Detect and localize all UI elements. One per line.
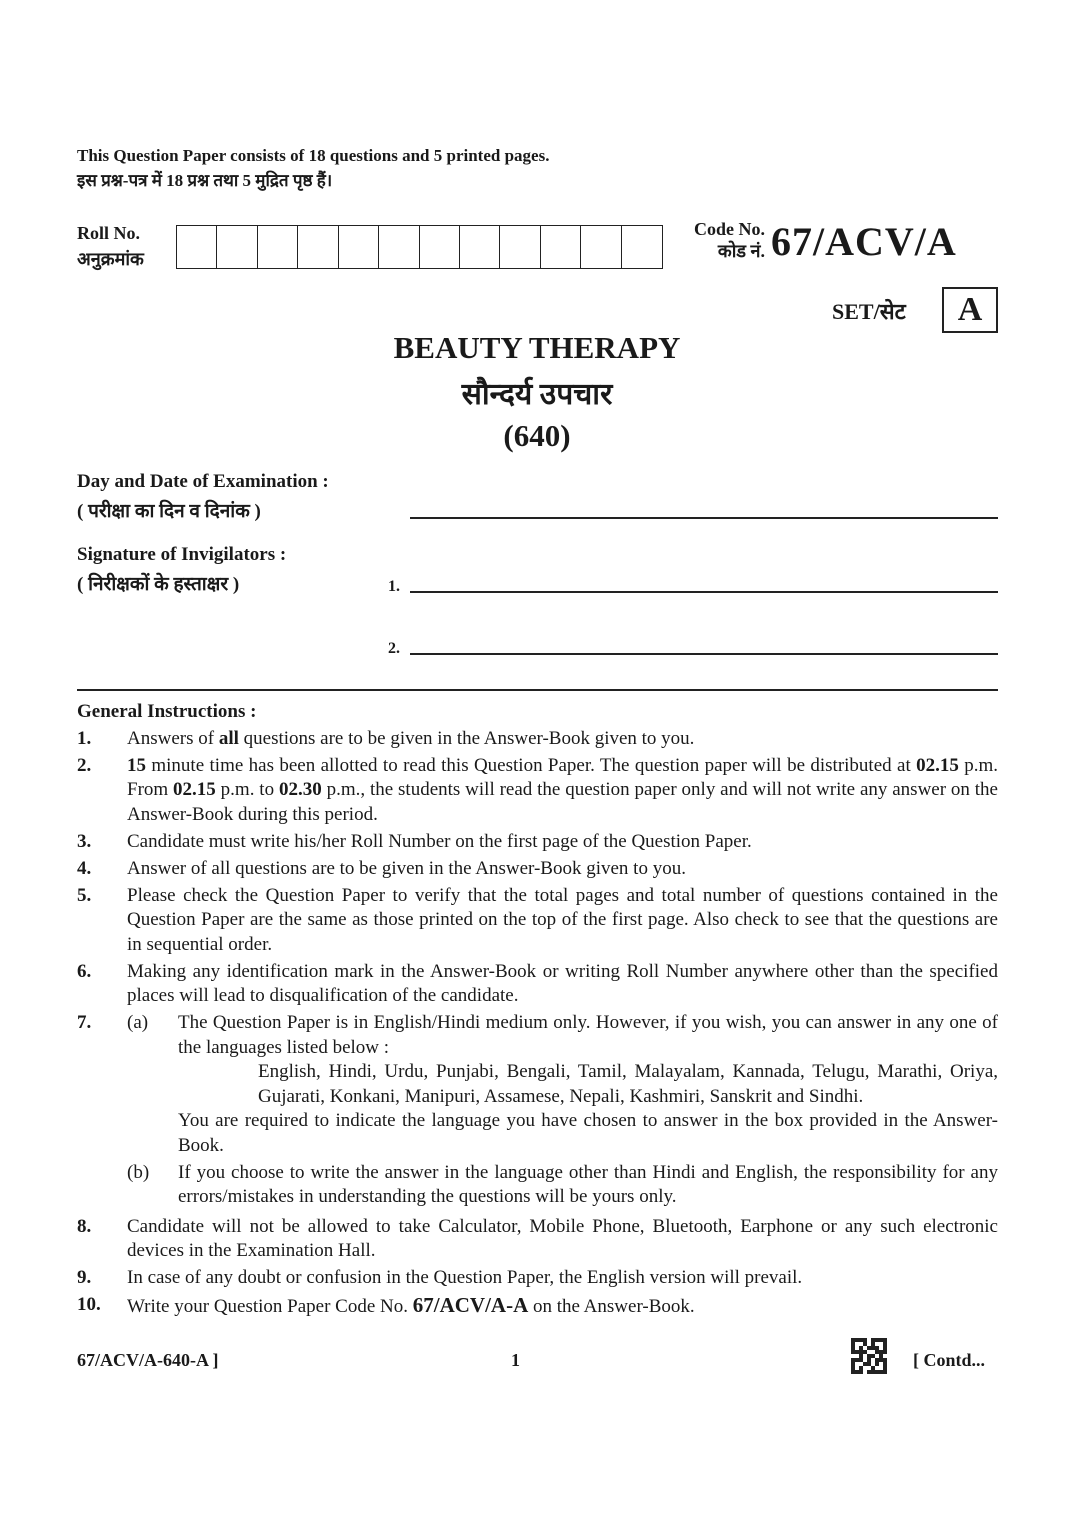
roll-number-box[interactable] [339,226,379,268]
subject-title-english: BEAUTY THERAPY [393,330,681,365]
instruction-item: 10. Write your Question Paper Code No. 67/ACV/A-A on the Answer-Book. [77,1293,695,1317]
set-box: A [942,287,998,333]
roll-number-box[interactable] [622,226,662,268]
instruction-item: 3. Candidate must write his/her Roll Number on the first page of the Question Paper. [77,830,752,852]
exam-date-label: Day and Date of Examination : ( परीक्षा का दिन व दिनांक ) [77,471,329,522]
instruction-item: 1. Answers of all questions are to be given in the Answer-Book given to you. [77,727,695,749]
footer-paper-code: 67/ACV/A-640-A ] [77,1350,219,1370]
roll-number-box[interactable] [177,226,217,268]
roll-number-box[interactable] [258,226,298,268]
instruction-item: 2. 15 minute time has been allotted to read this Question Paper. The question paper will be distributed at 02.15 p.m. From 02.15 p.m. to 02.30 p.m., the students will read the question paper only and will not write any answer on the Answer-Book during this period. [77,754,999,825]
roll-number-box[interactable] [460,226,500,268]
code-number-label: Code No. कोड नं. [694,219,765,261]
separator-rule [77,689,998,691]
instruction-sub-item: (a) The Question Paper is in English/Hindi medium only. However, if you wish, you can answer in any one of the languages listed below : English, Hindi, Urdu, Punjabi, Bengali, Tamil, Malayalam, Kannada, Telugu, Marathi, Oriya, Gujarati, Konkani, Manipuri, Assamese, Nepali, Kashmiri, Sanskrit and Sindhi. You are required to indicate the language you have chosen to answer in the box provided in the Answer-Book. [127,1012,998,1156]
invigilator-2-line[interactable] [410,653,998,655]
invigilator-1-line[interactable] [410,591,998,593]
roll-number-box[interactable] [420,226,460,268]
roll-number-box[interactable] [379,226,419,268]
instruction-item: 4. Answer of all questions are to be given in the Answer-Book given to you. [77,857,686,879]
instruction-item: 8. Candidate will not be allowed to take Calculator, Mobile Phone, Bluetooth, Earphone or any such electronic devices in the Examination Hall. [77,1215,998,1261]
instruction-item: 5. Please check the Question Paper to verify that the total pages and total number of questions contained in the Question Paper are the same as those printed on the top of the first page. Also check to see that the questions are in sequential order. [77,884,998,955]
roll-number-box[interactable] [581,226,621,268]
exam-date-line[interactable] [410,517,998,519]
instruction-item: 6. Making any identification mark in the Answer-Book or writing Roll Number anywhere other than the specified places will lead to disqualification of the candidate. [77,960,998,1006]
invigilator-2-number: 2. [388,640,400,657]
instruction-item: 9. In case of any doubt or confusion in the Question Paper, the English version will prevail. [77,1267,803,1288]
general-instructions [77,700,998,1322]
instruction-sub-item: (b) If you choose to write the answer in the language other than Hindi and English, the responsibility for any errors/mistakes in understanding the questions will be yours only. [127,1161,998,1207]
qr-code-icon [851,1338,887,1374]
roll-number-boxes[interactable] [176,225,663,269]
invigilator-1-number: 1. [388,578,400,595]
language-list: English, Hindi, Urdu, Punjabi, Bengali, Tamil, Malayalam, Kannada, Telugu, Marathi, Oriya, Gujarati, Konkani, Manipuri, Assamese, Nepali, Kashmiri, Sanskrit and Sindhi. [258,1061,998,1107]
subject-title-hindi: सौन्दर्य उपचार [461,378,613,411]
roll-number-box[interactable] [541,226,581,268]
subject-code: (640) [503,418,571,453]
page-number: 1 [511,1350,520,1370]
instruction-item: 7. (a) The Question Paper is in English/Hindi medium only. However, if you wish, you can answer in any one of the languages listed below : English, Hindi, Urdu, Punjabi, Bengali, Tamil, Malayalam, Kannada, Telugu, Marathi, Oriya, Gujarati, Konkani, Manipuri, Assamese, Nepali, Kashmiri, Sanskrit and Sindhi. You are required to indicate the language you have chosen to answer in the box provided in the Answer-Book. (b) If you choose to write the answer in the language other than Hindi and English, the responsibility for any errors/mistakes in understanding the questions will be yours only. [77,1011,998,1212]
paper-info-english: This Question Paper consists of 18 questions and 5 printed pages. [77,146,550,165]
roll-number-box[interactable] [217,226,257,268]
roll-number-box[interactable] [500,226,540,268]
roll-number-label: Roll No. अनुक्रमांक [77,223,144,269]
roll-number-box[interactable] [298,226,338,268]
code-number-value: 67/ACV/A [771,219,957,264]
continued-marker: [ Contd... [913,1350,986,1370]
invigilators-label: Signature of Invigilators : ( निरीक्षकों के हस्ताक्षर ) [77,544,287,595]
paper-info-hindi: इस प्रश्न-पत्र में 18 प्रश्न तथा 5 मुद्रित पृष्ठ हैं। [77,171,333,190]
instructions-title: General Instructions : [77,701,257,722]
set-label: SET/सेट [832,299,906,324]
